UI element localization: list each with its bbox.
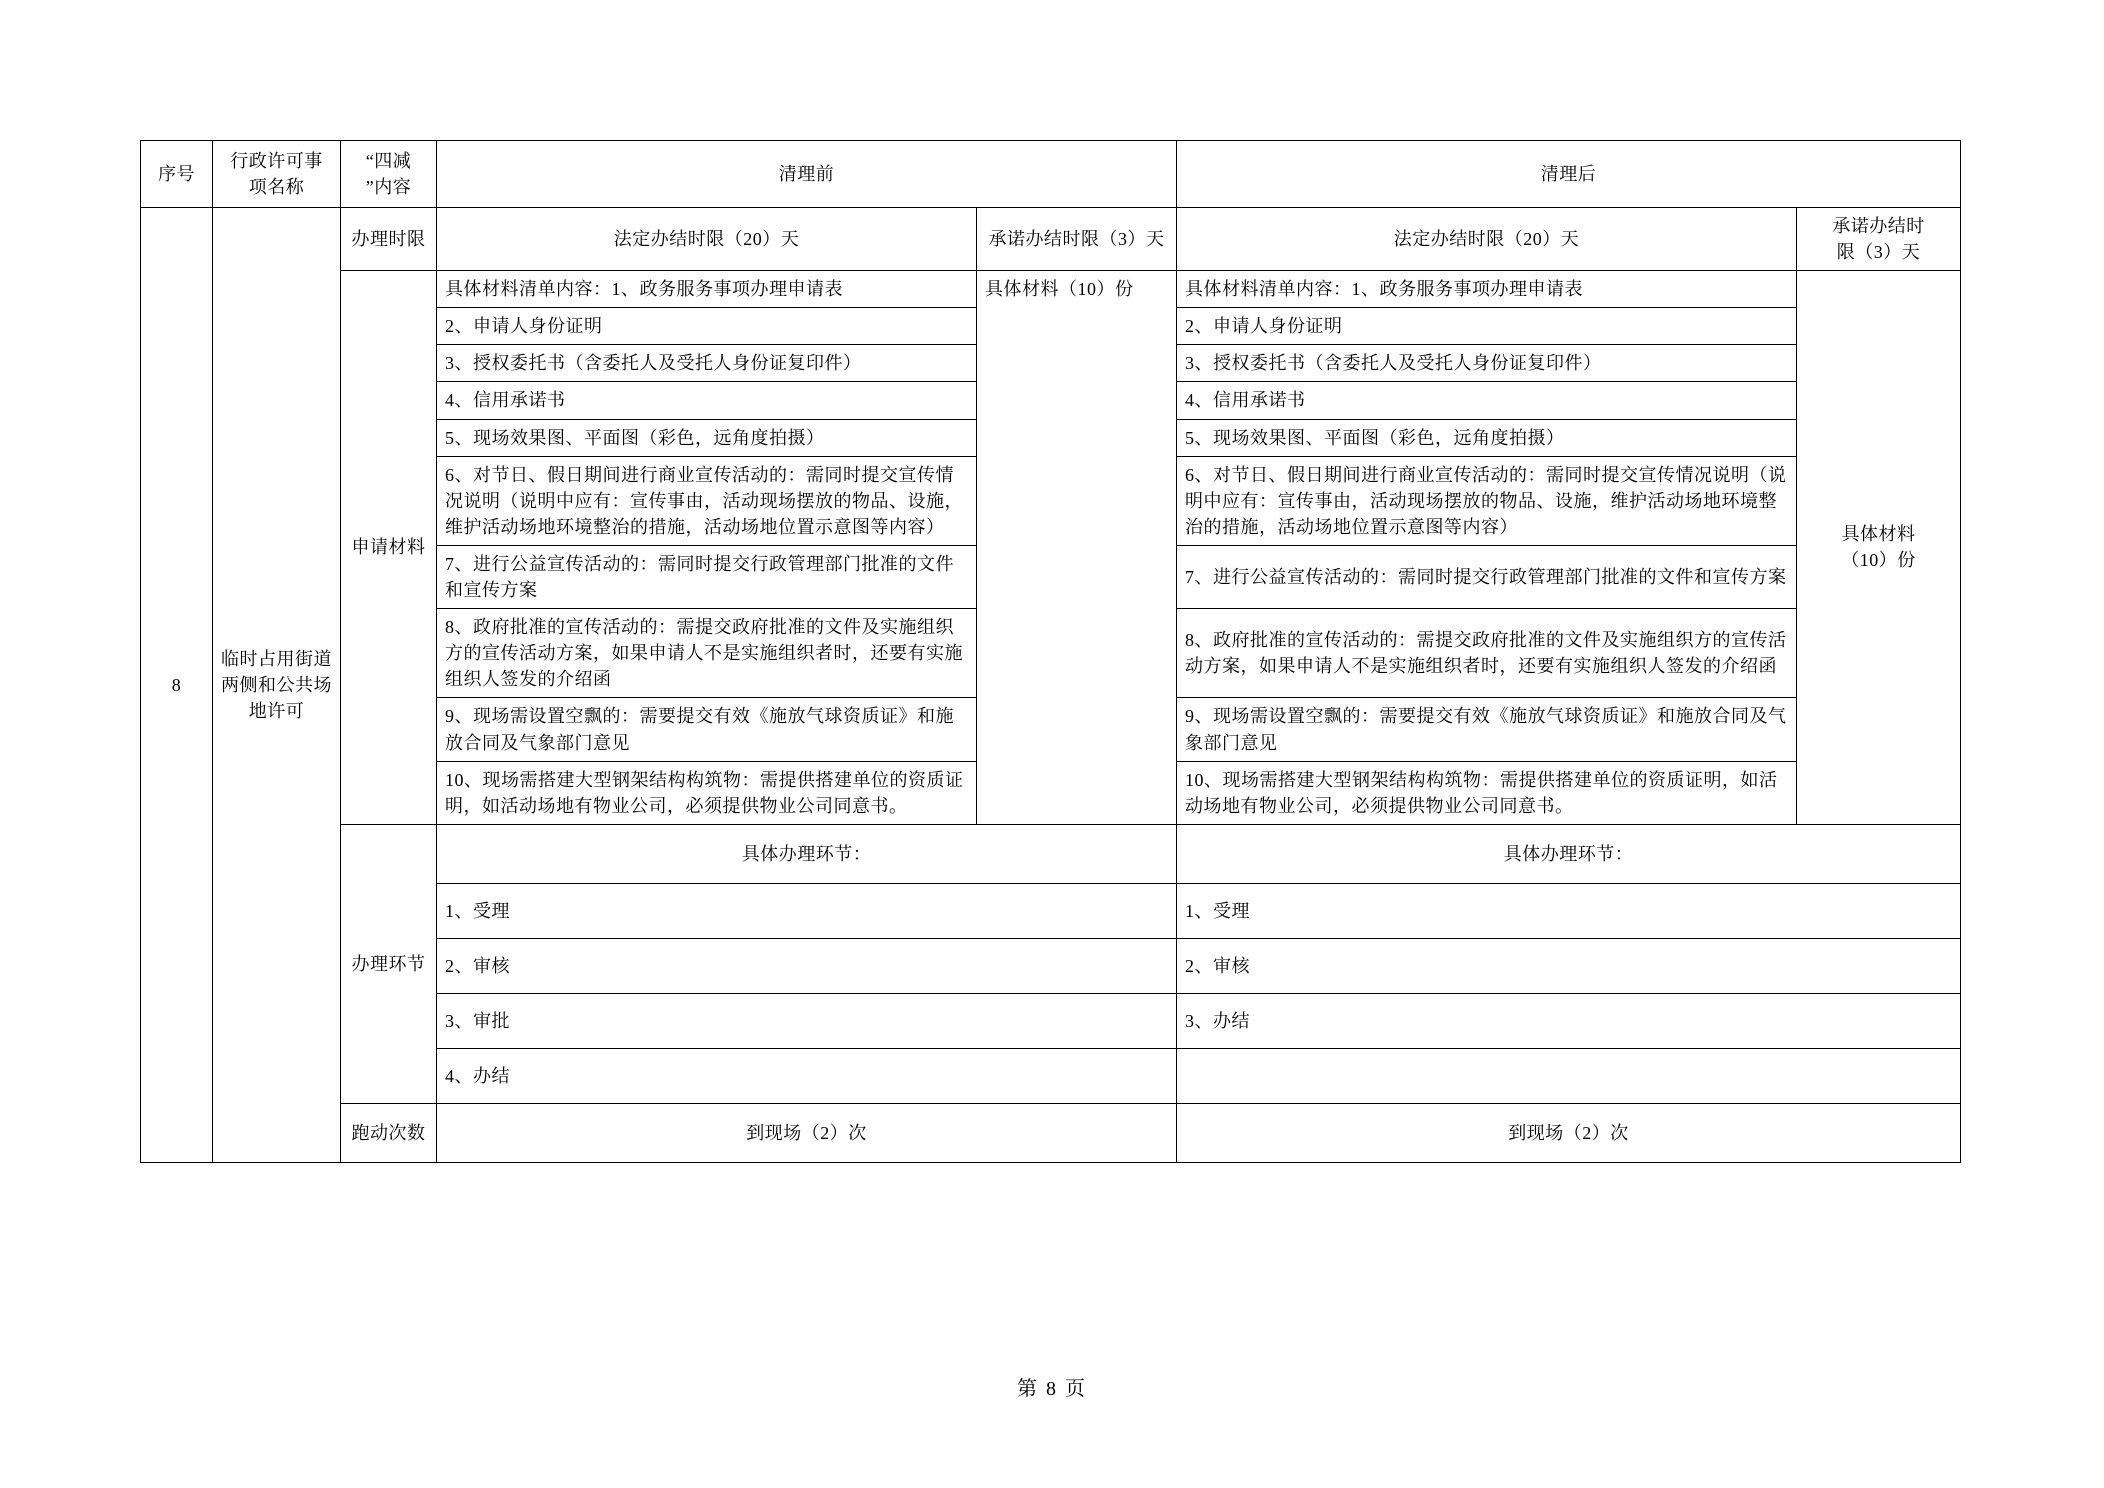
after-material-item: 8、政府批准的宣传活动的：需提交政府批准的文件及实施组织方的宣传活动方案，如果申请人不是实施组织者时，还要有实施组织人签发的介绍函 (1177, 609, 1797, 698)
cell-seq-number: 8 (141, 208, 213, 1163)
administrative-license-table (140, 140, 1961, 1163)
before-promised-limit: 承诺办结时限（3）天 (977, 208, 1177, 271)
before-material-item: 5、现场效果图、平面图（彩色，远角度拍摄） (437, 419, 977, 456)
before-material-item: 3、授权委托书（含委托人及受托人身份证复印件） (437, 345, 977, 382)
header-after: 清理后 (1177, 141, 1961, 208)
before-material-item: 6、对节日、假日期间进行商业宣传活动的：需同时提交宣传情况说明（说明中应有：宣传事由，活动现场摆放的物品、设施，维护活动场地环境整治的措施，活动场地位置示意图等内容） (437, 456, 977, 545)
after-material-item: 4、信用承诺书 (1177, 382, 1797, 419)
before-step-item: 3、审批 (437, 993, 1177, 1048)
after-step-item: 2、审核 (1177, 938, 1961, 993)
after-material-item: 6、对节日、假日期间进行商业宣传活动的：需同时提交宣传情况说明（说明中应有：宣传事由，活动现场摆放的物品、设施，维护活动场地环境整治的措施，活动场地位置示意图等内容） (1177, 456, 1797, 545)
after-material-item: 10、现场需搭建大型钢架结构构筑物：需提供搭建单位的资质证明，如活动场地有物业公司，必须提供物业公司同意书。 (1177, 761, 1797, 824)
after-material-count: 具体材料 （10）份 (1797, 271, 1961, 825)
before-material-item: 10、现场需搭建大型钢架结构构筑物：需提供搭建单位的资质证明，如活动场地有物业公司，必须提供物业公司同意书。 (437, 761, 977, 824)
after-steps-title: 具体办理环节： (1177, 824, 1961, 883)
cell-item-name: 临时占用街道两侧和公共场地许可 (213, 208, 341, 1163)
header-content: “四减 ”内容 (341, 141, 437, 208)
table-row (141, 208, 1961, 271)
label-time-limit: 办理时限 (341, 208, 437, 271)
after-material-item: 5、现场效果图、平面图（彩色，远角度拍摄） (1177, 419, 1797, 456)
table-row (141, 824, 1961, 883)
before-step-item: 2、审核 (437, 938, 1177, 993)
before-material-item: 4、信用承诺书 (437, 382, 977, 419)
before-statutory-limit: 法定办结时限（20）天 (437, 208, 977, 271)
before-material-count: 具体材料（10）份 (977, 271, 1177, 825)
after-step-item: 1、受理 (1177, 883, 1961, 938)
before-material-item: 具体材料清单内容：1、政务服务事项办理申请表 (437, 271, 977, 308)
after-statutory-limit: 法定办结时限（20）天 (1177, 208, 1797, 271)
before-material-item: 9、现场需设置空飘的：需要提交有效《施放气球资质证》和施放合同及气象部门意见 (437, 698, 977, 761)
after-material-item: 3、授权委托书（含委托人及受托人身份证复印件） (1177, 345, 1797, 382)
before-material-item: 7、进行公益宣传活动的：需同时提交行政管理部门批准的文件和宣传方案 (437, 545, 977, 608)
table-header-row (141, 141, 1961, 208)
header-item-name: 行政许可事 项名称 (213, 141, 341, 208)
after-material-item: 7、进行公益宣传活动的：需同时提交行政管理部门批准的文件和宣传方案 (1177, 545, 1797, 608)
before-material-item: 2、申请人身份证明 (437, 308, 977, 345)
before-trip-count: 到现场（2）次 (437, 1103, 1177, 1162)
after-step-item: 3、办结 (1177, 993, 1961, 1048)
table-container (140, 140, 1960, 1163)
label-trip-count: 跑动次数 (341, 1103, 437, 1162)
before-material-item: 8、政府批准的宣传活动的：需提交政府批准的文件及实施组织方的宣传活动方案，如果申请人不是实施组织者时，还要有实施组织人签发的介绍函 (437, 609, 977, 698)
before-step-item: 1、受理 (437, 883, 1177, 938)
table-row (141, 271, 1961, 308)
after-trip-count: 到现场（2）次 (1177, 1103, 1961, 1162)
after-step-item (1177, 1048, 1961, 1103)
page-footer: 第 8 页 (1017, 1378, 1087, 1400)
after-material-item: 具体材料清单内容：1、政务服务事项办理申请表 (1177, 271, 1797, 308)
after-material-item: 9、现场需设置空飘的：需要提交有效《施放气球资质证》和施放合同及气象部门意见 (1177, 698, 1797, 761)
after-material-item: 2、申请人身份证明 (1177, 308, 1797, 345)
after-promised-limit: 承诺办结时 限（3）天 (1797, 208, 1961, 271)
header-before: 清理前 (437, 141, 1177, 208)
header-seq: 序号 (141, 141, 213, 208)
label-application-materials: 申请材料 (341, 271, 437, 825)
before-step-item: 4、办结 (437, 1048, 1177, 1103)
before-steps-title: 具体办理环节： (437, 824, 1177, 883)
label-processing-steps: 办理环节 (341, 824, 437, 1103)
table-row (141, 1103, 1961, 1162)
